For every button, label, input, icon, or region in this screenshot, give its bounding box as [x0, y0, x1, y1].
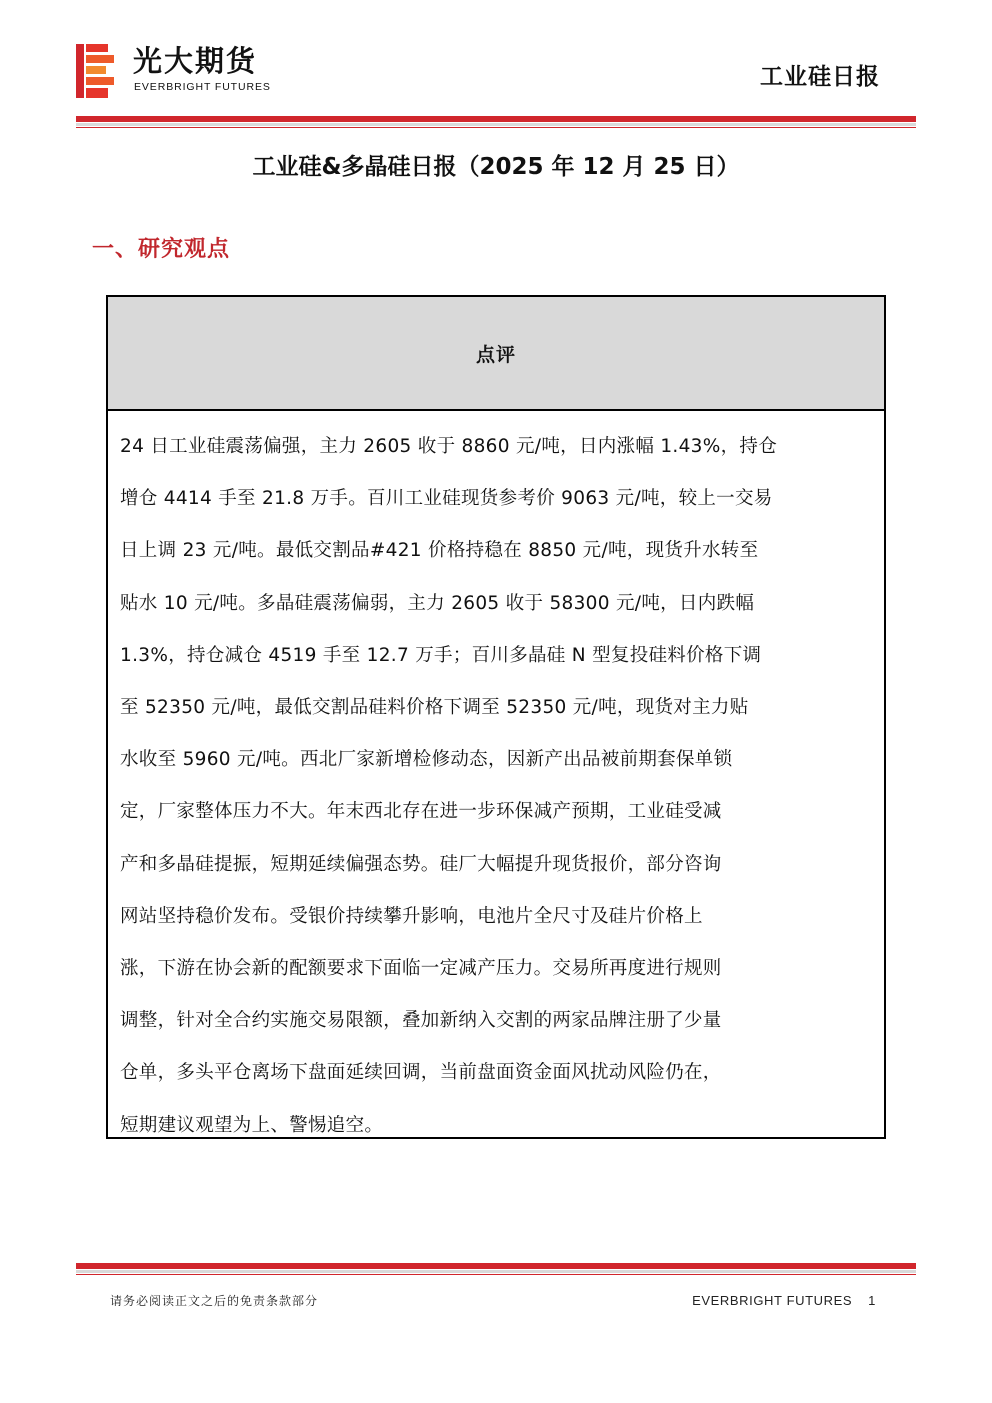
comment-table [106, 295, 886, 1139]
header-divider [76, 116, 916, 122]
document-title: 工业硅&多晶硅日报（2025 年 12 月 25 日） [252, 154, 740, 180]
footer-disclaimer: 请务必阅读正文之后的免责条款部分 [110, 1294, 319, 1308]
body-line: 涨，下游在协会新的配额要求下面临一定减产压力。交易所再度进行规则 [120, 958, 722, 980]
body-line: 水收至 5960 元/吨。西北厂家新增检修动态，因新产出品被前期套保单锁 [120, 749, 733, 771]
everbright-futures-logo-icon [76, 44, 116, 98]
body-line: 24 日工业硅震荡偏强，主力 2605 收于 8860 元/吨，日内涨幅 1.43%，持仓 [120, 436, 777, 457]
body-line: 网站坚持稳价发布。受银价持续攀升影响，电池片全尺寸及硅片价格上 [120, 905, 703, 927]
brand-name-en: EVERBRIGHT FUTURES [134, 81, 271, 93]
body-line: 仓单，多头平仓离场下盘面延续回调，当前盘面资金面风扰动风险仍在， [120, 1062, 722, 1084]
table-header: 点评 [108, 297, 884, 411]
body-line: 产和多晶硅提振，短期延续偏强态势。硅厂大幅提升现货报价，部分咨询 [120, 853, 722, 875]
table-body [108, 411, 884, 1152]
footer-brand [692, 1293, 876, 1309]
section-heading: 一、研究观点 [92, 237, 231, 262]
body-line: 1.3%，持仓减仓 4519 手至 12.7 万手；百川多晶硅 N 型复投硅料价格下调 [120, 644, 762, 666]
body-line: 至 52350 元/吨，最低交割品硅料价格下调至 52350 元/吨，现货对主力贴 [120, 697, 749, 719]
footer-brand-en: EVERBRIGHT FUTURES [692, 1293, 853, 1308]
body-line: 贴水 10 元/吨。多晶硅震荡偏弱，主力 2605 收于 58300 元/吨，日内跌幅 [120, 592, 755, 614]
body-line: 增仓 4414 手至 21.8 万手。百川工业硅现货参考价 9063 元/吨，较上一交易 [120, 488, 773, 510]
footer-divider [76, 1263, 916, 1269]
footer-divider-shadow [76, 1270, 916, 1273]
body-line: 日上调 23 元/吨。最低交割品#421 价格持稳在 8850 元/吨，现货升水转至 [120, 540, 759, 562]
header-divider-shadow [76, 123, 916, 126]
body-line: 调整，针对全合约实施交易限额，叠加新纳入交割的两家品牌注册了少量 [120, 1010, 722, 1032]
brand-name-cn: 光大期货 [133, 44, 258, 78]
body-line: 定，厂家整体压力不大。年末西北存在进一步环保减产预期，工业硅受减 [120, 801, 722, 823]
header-divider-thin [76, 127, 916, 128]
page-number: 1 [868, 1293, 876, 1308]
footer-divider-thin [76, 1274, 916, 1275]
body-line: 短期建议观望为上、警惕追空。 [120, 1114, 384, 1136]
report-type-label: 工业硅日报 [760, 64, 880, 90]
